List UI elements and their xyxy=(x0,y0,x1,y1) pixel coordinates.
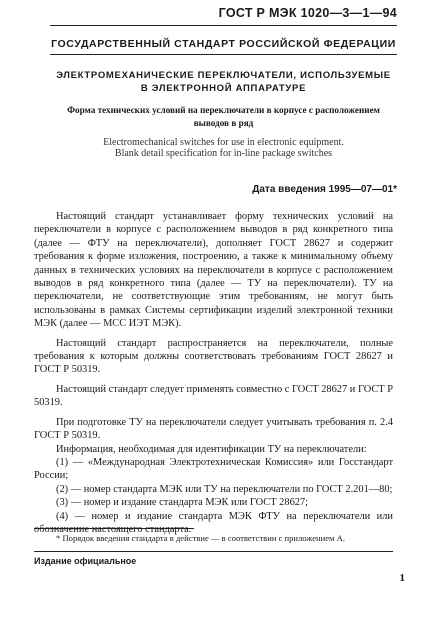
footnote: * Порядок введения стандарта в действие — в соответствии с приложением А. xyxy=(56,533,345,543)
paragraph-application: Настоящий стандарт распространяется на переключатели, полные требования к которым должны соответствовать требованиям ГОСТ 28627 и ГОСТ Р 50319. xyxy=(34,337,393,376)
paragraph-preparation: При подготовке ТУ на переключатели следует учитывать требования п. 2.4 ГОСТ Р 50319. xyxy=(34,416,393,442)
list-item: (1) — «Международная Электротехническая Комиссия» или Госстандарт России; xyxy=(34,456,393,482)
introduction-date: Дата введения 1995—07—01* xyxy=(252,184,397,195)
document-subtitle xyxy=(50,104,397,130)
header-rule-bottom xyxy=(50,54,397,55)
edition-rule xyxy=(34,551,393,552)
english-title-line-2: Blank detail specification for in-line package switches xyxy=(114,148,333,159)
footnote-rule xyxy=(34,528,194,529)
page-number: 1 xyxy=(399,572,405,584)
gost-number: ГОСТ Р МЭК 1020—3—1—94 xyxy=(218,6,397,20)
list-item: (2) — номер стандарта МЭК или ТУ на переключатели по ГОСТ 2.201—80; xyxy=(56,483,393,495)
edition-label: Издание официальное xyxy=(34,556,137,566)
english-title xyxy=(50,137,397,159)
paragraph-scope: Настоящий стандарт устанавливает форму технических условий на переключатели в корпусе с расположением выводов в ряд конкретного типа (далее — ФТУ на переключатели), дополняет ГОСТ 28627 и содержит требования к форме изложения, построению, а также к минимальному объему данных в технических условиях на переключатели в корпусе с расположением выводов в ряд конкретного типа (далее — ТУ на переключатели). ТУ на переключатели, не соответствующие этим требованиям, не могут быть использованы в рамках Системы сертификации изделий электронной техники МЭК (далее — МСС ИЭТ МЭК). xyxy=(34,211,393,330)
standard-line: ГОСУДАРСТВЕННЫЙ СТАНДАРТ РОССИЙСКОЙ ФЕДЕРАЦИИ xyxy=(51,38,396,50)
document-title xyxy=(50,69,397,95)
list-item: (4) — номер и издание стандарта МЭК ФТУ на переключатели или обозначение настоящего стандарта. xyxy=(34,510,393,535)
list-item: (3) — номер и издание стандарта МЭК или ГОСТ 28627; xyxy=(56,497,309,509)
body-text xyxy=(34,210,393,536)
paragraph-usage: Настоящий стандарт следует применять совместно с ГОСТ 28627 и ГОСТ Р 50319. xyxy=(34,383,393,409)
english-title-line-1: Electromechanical switches for use in electronic equipment. xyxy=(103,137,344,148)
title-line-2: В ЭЛЕКТРОННОЙ АППАРАТУРЕ xyxy=(140,83,307,94)
paragraph-identification: Информация, необходимая для идентификации ТУ на переключатели: xyxy=(56,443,367,455)
subtitle-line-1: Форма технических условий на переключатели в корпусе с расположением xyxy=(67,105,380,115)
header-rule-top xyxy=(50,25,397,26)
subtitle-line-2: выводов в ряд xyxy=(193,118,254,128)
title-line-1: ЭЛЕКТРОМЕХАНИЧЕСКИЕ ПЕРЕКЛЮЧАТЕЛИ, ИСПОЛЬЗУЕМЫЕ xyxy=(56,70,391,81)
